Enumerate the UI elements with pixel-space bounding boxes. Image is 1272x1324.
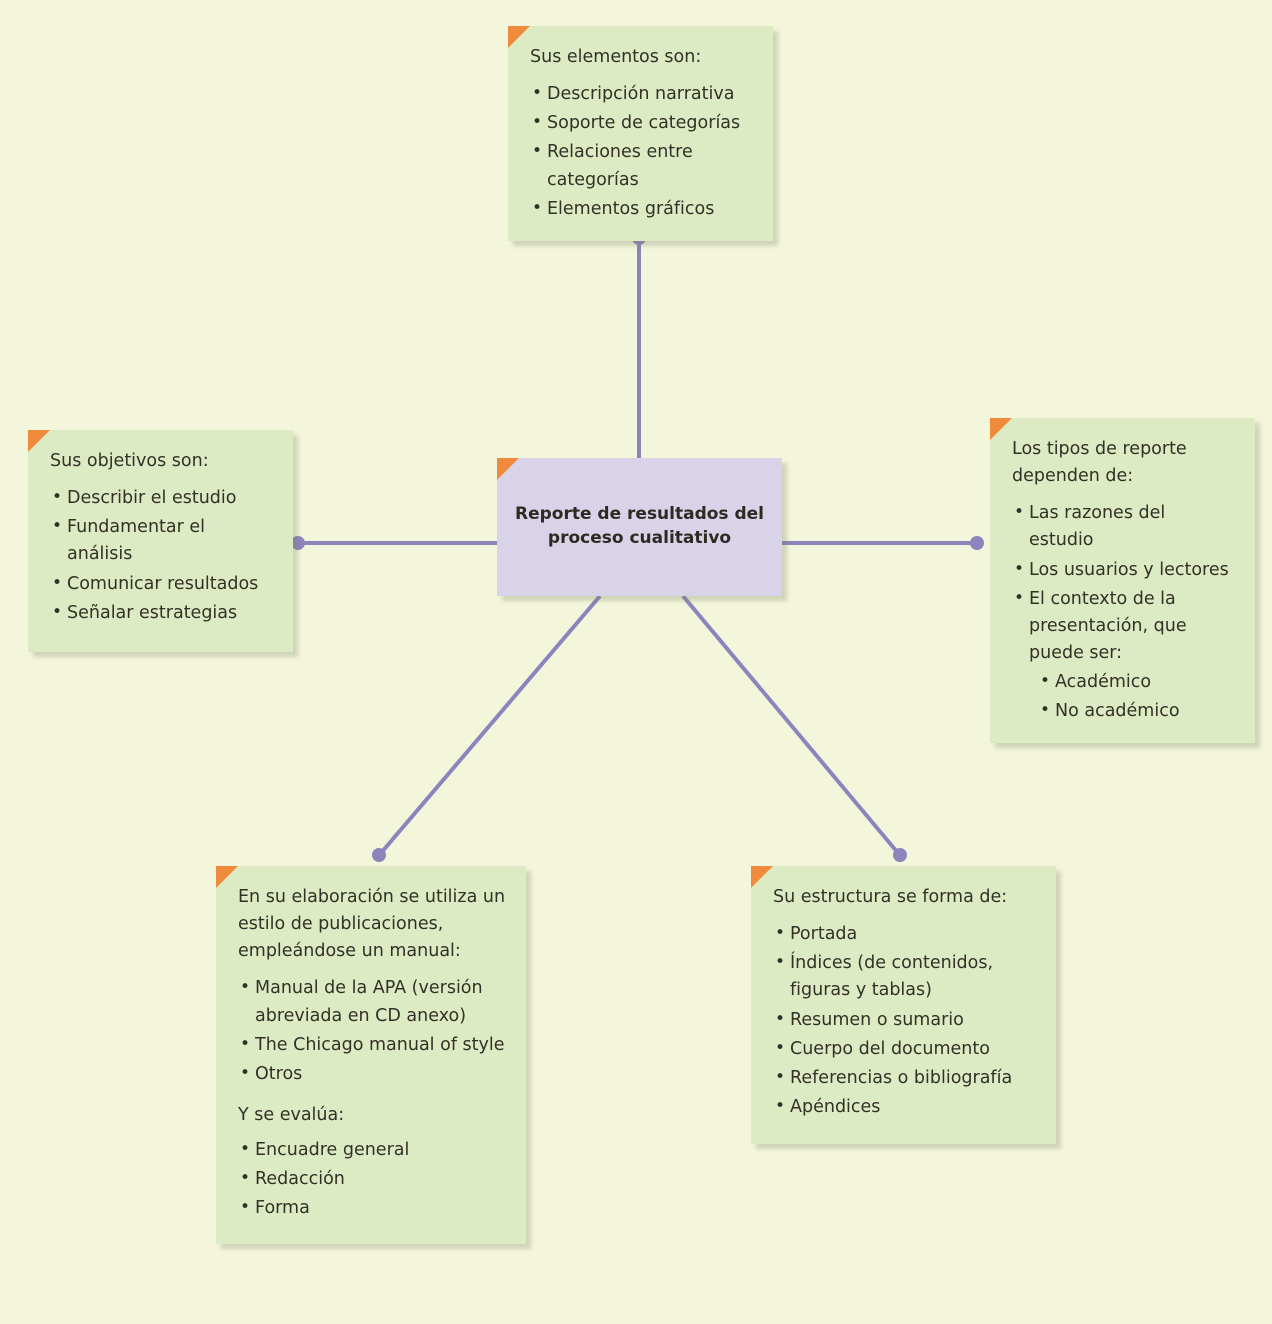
list-item: • Relaciones entre categorías [530,139,753,193]
list-item: • Portada [773,921,1036,948]
list-item: • Forma [238,1195,506,1222]
corner-fold-icon [508,26,530,48]
node-tipos-intro: Los tipos de reporte dependen de: [1012,439,1187,487]
node-elaboracion-list-2 [238,1137,506,1222]
node-elementos-intro: Sus elementos son: [530,47,702,67]
corner-fold-icon [216,866,238,888]
list-item: • Cuerpo del documento [773,1036,1036,1063]
node-tipos-sublist [1038,669,1235,725]
list-item: • Describir el estudio [50,485,273,512]
node-objetivos-body [28,430,293,645]
node-estructura-list [773,921,1036,1121]
list-item: • Académico [1038,669,1235,696]
list-item: • Señalar estrategias [50,600,273,627]
node-center-topic[interactable] [497,458,782,596]
node-elaboracion-body [216,866,526,1240]
list-item: • The Chicago manual of style [238,1032,506,1059]
node-tipos-list [1012,500,1235,667]
list-item: • El contexto de la presentación, que puede ser: [1012,586,1235,667]
node-elementos[interactable] [508,26,773,241]
node-elaboracion-list [238,975,506,1088]
node-estructura-intro: Su estructura se forma de: [773,887,1008,907]
corner-fold-icon [990,418,1012,440]
node-elaboracion-intro: En su elaboración se utiliza un estilo de publicaciones, empleándose un manual: [238,887,506,962]
corner-fold-icon [751,866,773,888]
node-elaboracion[interactable] [216,866,526,1244]
list-item: • No académico [1038,698,1235,725]
node-objetivos-list [50,485,273,627]
list-item: • Encuadre general [238,1137,506,1164]
node-elaboracion-mid: Y se evalúa: [238,1104,345,1125]
list-item: • Comunicar resultados [50,571,273,598]
list-item: • Redacción [238,1166,506,1193]
node-elementos-list [530,81,753,223]
list-item: • Apéndices [773,1094,1036,1121]
node-objetivos-intro: Sus objetivos son: [50,451,209,471]
list-item: • Resumen o sumario [773,1007,1036,1034]
list-item: • Descripción narrativa [530,81,753,108]
list-item: • Otros [238,1061,506,1088]
list-item: • Las razones del estudio [1012,500,1235,554]
node-tipos-body [990,418,1255,743]
list-item: • Índices (de contenidos, figuras y tablas) [773,950,1036,1004]
node-objetivos[interactable] [28,430,293,652]
corner-fold-icon [28,430,50,452]
corner-fold-icon [497,458,519,480]
page-title: Reporte de resultados del proceso cualitativo [514,504,764,548]
list-item: • Fundamentar el análisis [50,514,273,568]
node-center-body [497,458,782,596]
list-item: • Soporte de categorías [530,110,753,137]
node-tipos[interactable] [990,418,1255,743]
list-item: • Referencias o bibliografía [773,1065,1036,1092]
node-elementos-body [508,26,773,241]
node-estructura[interactable] [751,866,1056,1144]
list-item: • Elementos gráficos [530,196,753,223]
list-item: • Los usuarios y lectores [1012,557,1235,584]
node-estructura-body [751,866,1056,1139]
list-item: • Manual de la APA (versión abreviada en CD anexo) [238,975,506,1029]
